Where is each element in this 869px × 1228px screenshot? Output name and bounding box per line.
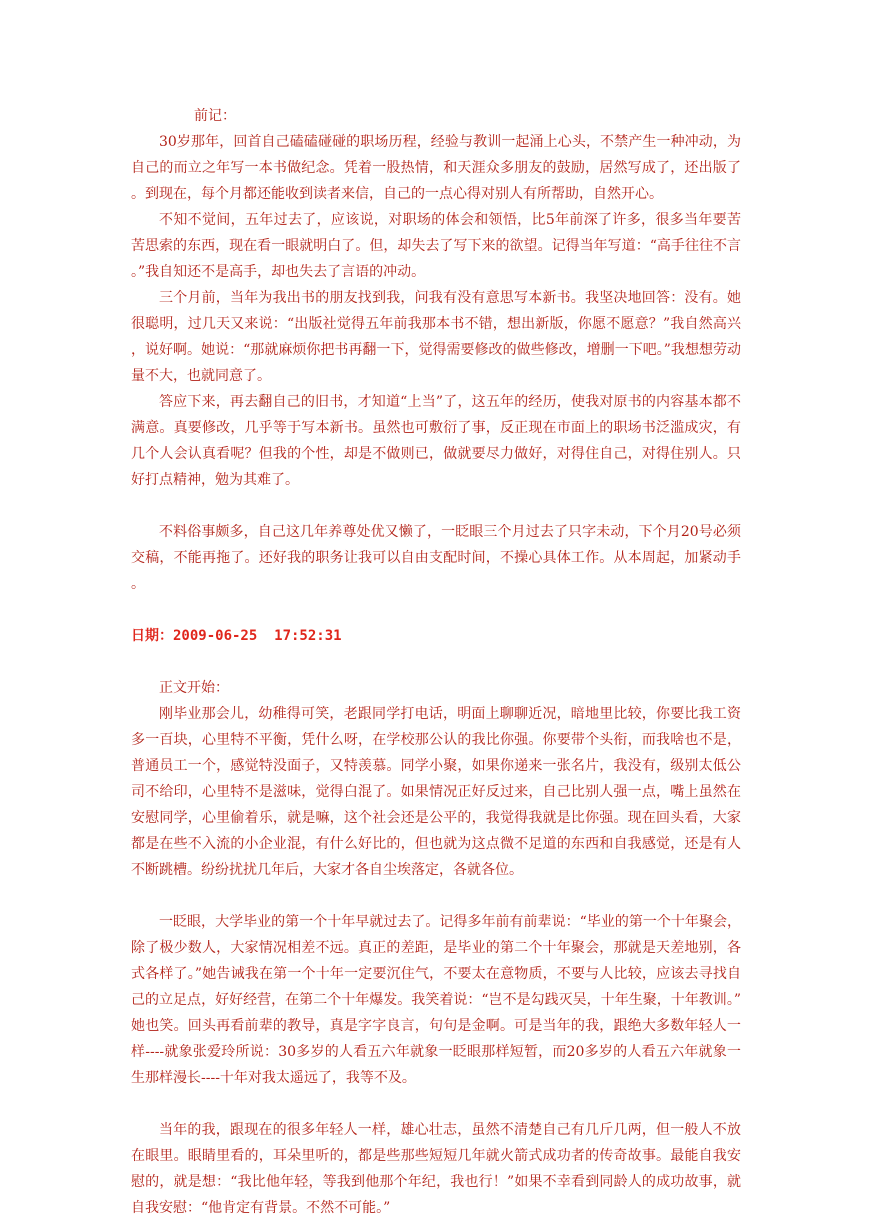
date-value: 2009-06-25 17:52:31 — [173, 628, 342, 644]
paragraph-gap — [131, 493, 741, 519]
preface-paragraph-1: 30岁那年，回首自己磕磕碰碰的职场历程，经验与教训一起涌上心头，不禁产生一种冲动，为自己的而立之年写一本书做纪念。凭着一股热情，和天涯众多朋友的鼓励，居然写成了，还出版了。到现在，每个月都还能收到读者来信，自己的一点心得对别人有所帮助，自然开心。 — [131, 134, 741, 202]
document-page — [131, 103, 741, 1221]
post-date-line — [131, 623, 741, 649]
body-paragraph-3: 当年的我，跟现在的很多年轻人一样，雄心壮志，虽然不清楚自己有几斤几两，但一般人不放在眼里。眼睛里看的，耳朵里听的，都是些那些短短几年就火箭式成功者的传奇故事。最能自我安慰的，就是想：“我比他年轻，等我到他那个年纪，我也行！”如果不幸看到同龄人的成功故事，就自我安慰：“他肯定有背景。不然不可能。” — [131, 1122, 741, 1216]
body-title: 正文开始： — [159, 680, 229, 696]
paragraph-gap — [131, 597, 741, 623]
preface-paragraph-3: 三个月前，当年为我出书的朋友找到我，问我有没有意思写本新书。我坚决地回答：没有。她很聪明，过几天又来说：“出版社觉得五年前我那本书不错，想出新版，你愿不愿意？”我自然高兴，说好啊。她说：“那就麻烦你把书再翻一下，觉得需要修改的做些修改，增删一下吧。”我想想劳动量不大，也就同意了。 — [131, 290, 741, 384]
preface-paragraph-4: 答应下来，再去翻自己的旧书，才知道“上当”了，这五年的经历，使我对原书的内容基本都不满意。真要修改，几乎等于写本新书。虽然也可敷衍了事，反正现在市面上的职场书泛滥成灾，有几个人会认真看呢？但我的个性，却是不做则已，做就要尽力做好，对得住自己，对得住别人。只好打点精神，勉为其难了。 — [131, 394, 741, 488]
paragraph-gap — [131, 1091, 741, 1117]
date-label: 日期： — [131, 628, 173, 644]
paragraph-gap — [131, 649, 741, 675]
preface-paragraph-5: 不料俗事颇多，自己这几年养尊处优又懒了，一眨眼三个月过去了只字未动，下个月20号必须交稿，不能再拖了。还好我的职务让我可以自由支配时间，不操心具体工作。从本周起，加紧动手。 — [131, 524, 741, 592]
paragraph-gap — [131, 883, 741, 909]
body-paragraph-1: 刚毕业那会儿，幼稚得可笑，老跟同学打电话，明面上聊聊近况，暗地里比较，你要比我工资多一百块，心里特不平衡，凭什么呀，在学校那公认的我比你强。你要带个头衔，而我啥也不是，普通员工一个，感觉特没面子，又特羡慕。同学小聚，如果你递来一张名片，我没有，级别太低公司不给印，心里特不是滋味，觉得白混了。如果情况正好反过来，自己比别人强一点，嘴上虽然在安慰同学，心里偷着乐，就是嘛，这个社会还是公平的，我觉得我就是比你强。现在回头看，大家都是在些不入流的小企业混，有什么好比的，但也就为这点微不足道的东西和自我感觉，还是有人不断跳槽。纷纷扰扰几年后，大家才各自尘埃落定，各就各位。 — [131, 706, 741, 878]
body-paragraph-2: 一眨眼，大学毕业的第一个十年早就过去了。记得多年前有前辈说：“毕业的第一个十年聚会，除了极少数人，大家情况相差不远。真正的差距，是毕业的第二个十年聚会，那就是天差地别，各式各样了。”她告诫我在第一个十年一定要沉住气，不要太在意物质，不要与人比较，应该去寻找自己的立足点，好好经营，在第二个十年爆发。我笑着说：“岂不是勾践灭吴，十年生聚，十年教训。”她也笑。回头再看前辈的教导，真是字字良言，句句是金啊。可是当年的我，跟绝大多数年轻人一样----就象张爱玲所说：30多岁的人看五六年就象一眨眼那样短暂，而20多岁的人看五六年就象一生那样漫长----十年对我太遥远了，我等不及。 — [131, 914, 741, 1086]
preface-title: 前记： — [194, 108, 236, 124]
preface-paragraph-2: 不知不觉间，五年过去了，应该说，对职场的体会和领悟，比5年前深了许多，很多当年要苦苦思索的东西，现在看一眼就明白了。但，却失去了写下来的欲望。记得当年写道：“高手往往不言。”我自知还不是高手，却也失去了言语的冲动。 — [131, 212, 741, 280]
